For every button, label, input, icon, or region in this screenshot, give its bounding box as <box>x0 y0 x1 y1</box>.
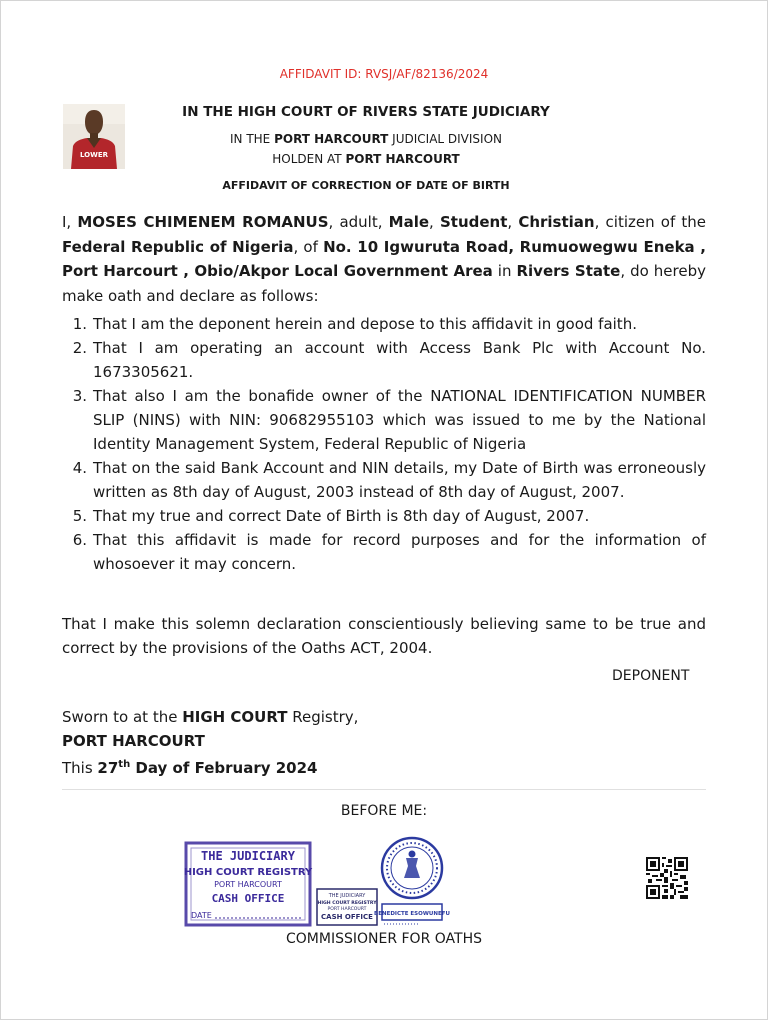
declaration-item: 2. That I am operating an account with Access Bank Plc with Account No. 1673305621. <box>72 339 706 381</box>
commissioner-label: COMMISSIONER FOR OATHS <box>286 931 482 947</box>
svg-text:DATE: DATE <box>191 911 212 920</box>
svg-text:CASH OFFICE: CASH OFFICE <box>321 913 373 921</box>
affidavit-title: AFFIDAVIT OF CORRECTION OF DATE OF BIRTH <box>222 179 510 192</box>
holden-line: HOLDEN AT PORT HARCOURT <box>272 152 460 166</box>
closing-declaration: That I make this solemn declaration conscientiously believing same to be true and correct by the provisions of the Oaths ACT, 2004. <box>62 615 706 657</box>
svg-text:PORT HARCOURT: PORT HARCOURT <box>327 907 367 912</box>
intro-paragraph: I, MOSES CHIMENEM ROMANUS, adult, Male, Student, Christian, citizen of the Federal Republic of Nigeria, of No. 10 Igwuruta Road, Rumuowegwu Eneka , Port Harcourt , Obio/Akpor Local Government Area in Rivers State, do hereby make oath and declare as follows: <box>62 213 707 305</box>
svg-text:LOWER: LOWER <box>79 151 109 159</box>
svg-text:HIGH COURT REGISTRY: HIGH COURT REGISTRY <box>183 867 313 878</box>
registry-stamp-small <box>316 888 378 926</box>
affidavit-id: AFFIDAVIT ID: RVSJ/AF/82136/2024 <box>279 67 489 81</box>
svg-text:THE JUDICIARY: THE JUDICIARY <box>328 893 366 899</box>
declaration-list <box>62 312 706 576</box>
sworn-line: Sworn to at the HIGH COURT Registry, <box>62 708 359 726</box>
sworn-block <box>62 705 358 780</box>
svg-text:BENEDICTE ESOWUNEFU: BENEDICTE ESOWUNEFU <box>374 911 450 917</box>
declaration-item: 1. That I am the deponent herein and depose to this affidavit in good faith. <box>72 315 637 333</box>
sworn-city: PORT HARCOURT <box>62 732 205 750</box>
declaration-item: 6. That this affidavit is made for record purposes and for the information of whosoever it may concern. <box>72 531 706 573</box>
svg-text:PORT HARCOURT: PORT HARCOURT <box>214 880 282 889</box>
division-line: IN THE PORT HARCOURT JUDICIAL DIVISION <box>229 132 503 146</box>
declaration-item: 4. That on the said Bank Account and NIN details, my Date of Birth was erroneously written as 8th day of August, 2003 instead of 8th day of August, 2007. <box>72 459 706 501</box>
declaration-item: 3. That also I am the bonafide owner of the NATIONAL IDENTIFICATION NUMBER SLIP (NINS) with NIN: 90682955103 which was issued to me by the National Identity Management System, Federal Republic of Nigeria <box>72 387 706 453</box>
sworn-date: This 27th Day of February 2024 <box>62 759 318 777</box>
deponent-label: DEPONENT <box>612 668 690 684</box>
svg-text:CASH OFFICE: CASH OFFICE <box>211 892 285 905</box>
before-me-label: BEFORE ME: <box>340 803 428 819</box>
court-heading: IN THE HIGH COURT OF RIVERS STATE JUDICIARY <box>182 104 550 120</box>
svg-text:THE JUDICIARY: THE JUDICIARY <box>201 849 295 863</box>
qr-code <box>646 857 688 899</box>
divider <box>62 789 706 790</box>
svg-text:HIGH COURT REGISTRY: HIGH COURT REGISTRY <box>317 901 377 906</box>
commissioner-seal <box>374 836 450 928</box>
declaration-item: 5. That my true and correct Date of Birth is 8th day of August, 2007. <box>72 507 590 525</box>
cash-office-stamp <box>183 840 313 928</box>
